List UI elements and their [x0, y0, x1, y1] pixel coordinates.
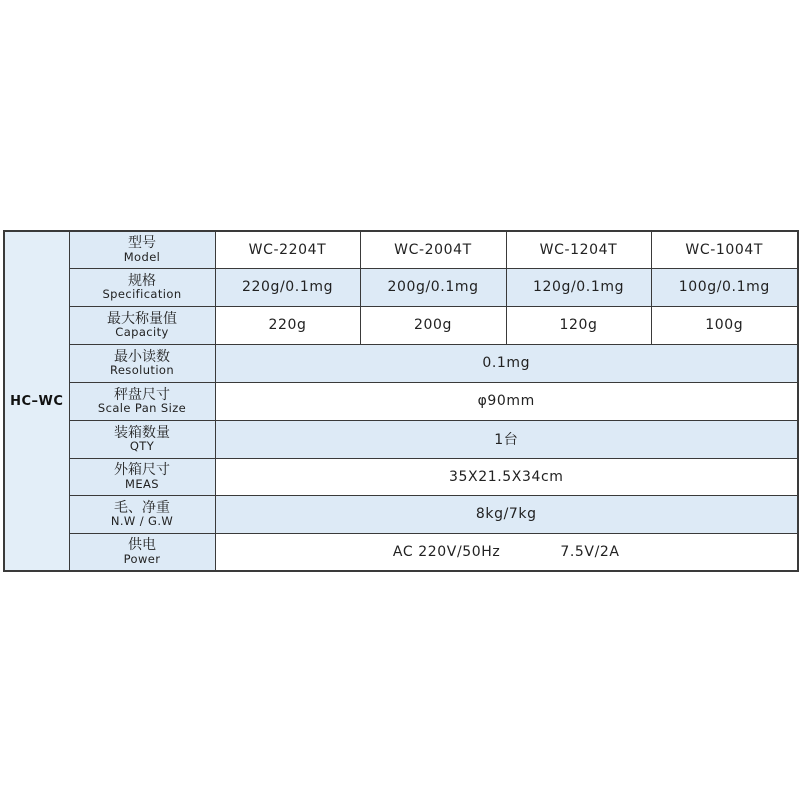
- row-label-cn: 规格: [128, 272, 156, 289]
- table-row-power: [4, 533, 798, 571]
- spec-value-cell: 100g/0.1mg: [651, 268, 798, 306]
- row-label-en: Resolution: [109, 363, 175, 378]
- row-label-power: [69, 533, 215, 571]
- row-label-cn: 最小读数: [114, 348, 170, 365]
- table-row-scale-pan-size: [4, 382, 798, 420]
- row-label-qty: [69, 420, 215, 458]
- row-label-resolution: [69, 344, 215, 382]
- table-row-specification: [4, 268, 798, 306]
- row-label-cn: 装箱数量: [114, 424, 170, 441]
- resolution-value-cell: 0.1mg: [215, 344, 798, 382]
- row-label-meas: [69, 458, 215, 495]
- row-label-en: Scale Pan Size: [97, 401, 187, 416]
- model-cell: WC-1004T: [651, 231, 798, 268]
- row-label-en: Capacity: [115, 325, 169, 340]
- power-value-cell: [215, 533, 798, 571]
- row-label-en: N.W / G.W: [110, 514, 174, 529]
- row-label-cn: 毛、净重: [114, 499, 170, 516]
- row-label-capacity: [69, 306, 215, 344]
- spec-table: [3, 230, 799, 572]
- row-label-weight: [69, 495, 215, 533]
- spec-value-cell: 120g/0.1mg: [506, 268, 651, 306]
- model-cell: WC-2004T: [360, 231, 506, 268]
- row-label-cn: 供电: [128, 537, 156, 554]
- group-label: HC–WC: [10, 393, 64, 409]
- row-label-en: MEAS: [125, 476, 159, 491]
- meas-value-cell: 35X21.5X34cm: [215, 458, 798, 495]
- row-label-scale-pan-size: [69, 382, 215, 420]
- row-label-cn: 型号: [128, 235, 156, 252]
- capacity-value-cell: 100g: [651, 306, 798, 344]
- row-label-en: QTY: [129, 439, 155, 454]
- spec-value-cell: 220g/0.1mg: [215, 268, 360, 306]
- row-label-specification: [69, 268, 215, 306]
- weight-value-cell: 8kg/7kg: [215, 495, 798, 533]
- table-row-weight: [4, 495, 798, 533]
- table-row-meas: [4, 458, 798, 495]
- table-row-qty: [4, 420, 798, 458]
- power-ac-value: AC 220V/50Hz: [392, 543, 501, 560]
- model-cell: WC-1204T: [506, 231, 651, 268]
- table-row-resolution: [4, 344, 798, 382]
- row-label-en: Model: [123, 250, 161, 265]
- qty-value-cell: 1台: [215, 420, 798, 458]
- scale-pan-value-cell: φ90mm: [215, 382, 798, 420]
- capacity-value-cell: 120g: [506, 306, 651, 344]
- table-row-model: [4, 231, 798, 268]
- capacity-value-cell: 220g: [215, 306, 360, 344]
- model-cell: WC-2204T: [215, 231, 360, 268]
- row-label-cn: 外箱尺寸: [114, 462, 170, 479]
- table-row-capacity: [4, 306, 798, 344]
- row-label-en: Specification: [102, 287, 182, 302]
- power-dc-value: 7.5V/2A: [560, 543, 620, 560]
- group-label-cell: [4, 231, 69, 571]
- power-values: [393, 544, 620, 560]
- row-label-en: Power: [123, 552, 161, 567]
- row-label-cn: 秤盘尺寸: [114, 386, 170, 403]
- row-label-cn: 最大称量值: [107, 310, 177, 327]
- capacity-value-cell: 200g: [360, 306, 506, 344]
- spec-value-cell: 200g/0.1mg: [360, 268, 506, 306]
- row-label-model: [69, 231, 215, 268]
